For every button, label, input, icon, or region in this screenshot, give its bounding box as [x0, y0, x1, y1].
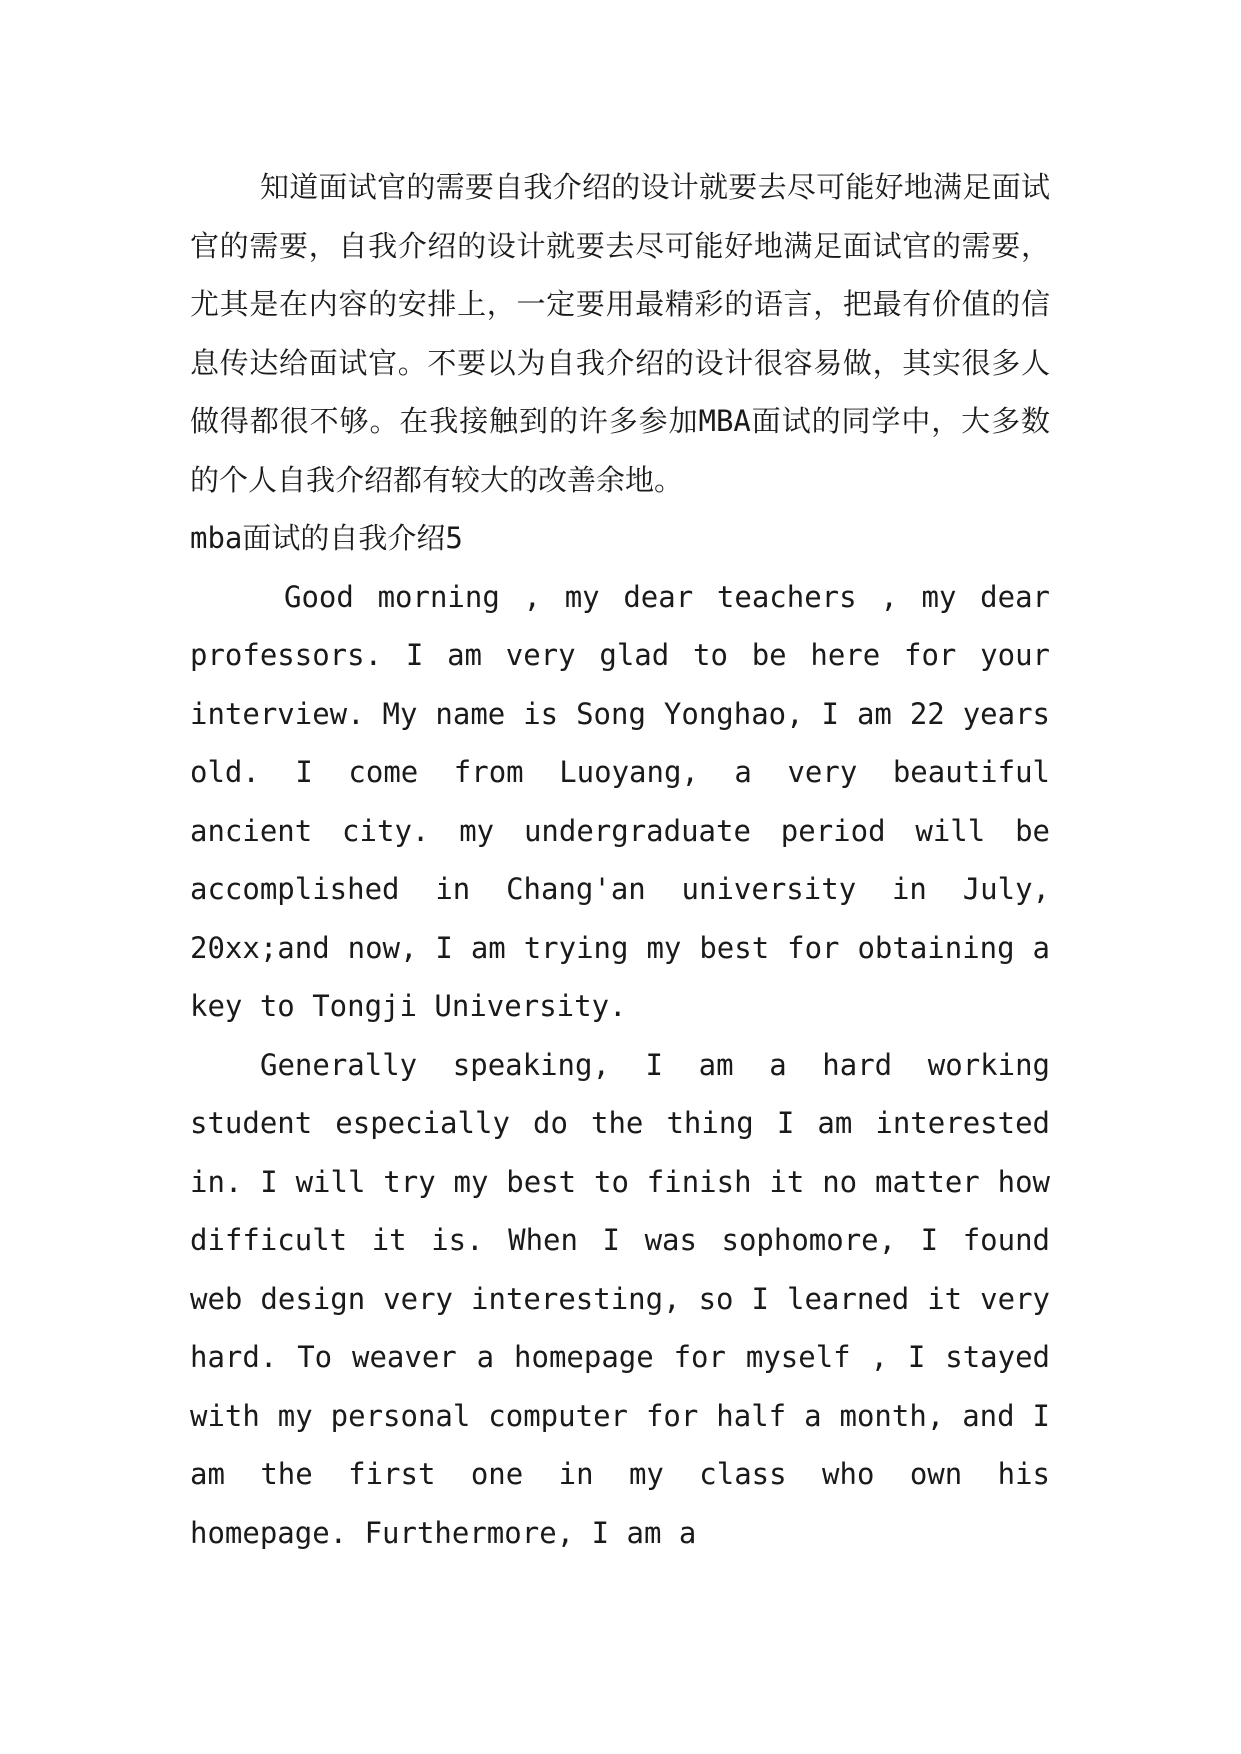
paragraph-english-intro: Good morning , my dear teachers , my dear professors. I am very glad to be here for your interview. My name is Song Yonghao, I am 22 years old. I come from Luoyang, a very beautiful ancient city. my undergraduate period will be accomplished in Chang'an university in July, 20xx;and now, I am trying my best for obtaining a key to Tongji University.: [190, 579, 1050, 1023]
paragraph-chinese: 知道面试官的需要自我介绍的设计就要去尽可能好地满足面试官的需要，自我介绍的设计就要去尽可能好地满足面试官的需要，尤其是在内容的安排上，一定要用最精彩的语言，把最有价值的信息传达给面试官。不要以为自我介绍的设计很容易做，其实很多人做得都很不够。在我接触到的许多参加MBA面试的同学中，大多数的个人自我介绍都有较大的改善余地。: [190, 170, 1050, 497]
section-heading: mba面试的自我介绍5: [190, 521, 463, 555]
paragraph-english-body: Generally speaking, I am a hard working student especially do the thing I am interested in. I will try my best to finish it no matter how difficult it is. When I was sophomore, I found web design very interesting, so I learned it very hard. To weaver a homepage for myself , I stayed with my personal computer for half a month, and I am the first one in my class who own his homepage. Furthermore, I am a: [190, 1047, 1050, 1550]
document-page: [190, 158, 1050, 1562]
